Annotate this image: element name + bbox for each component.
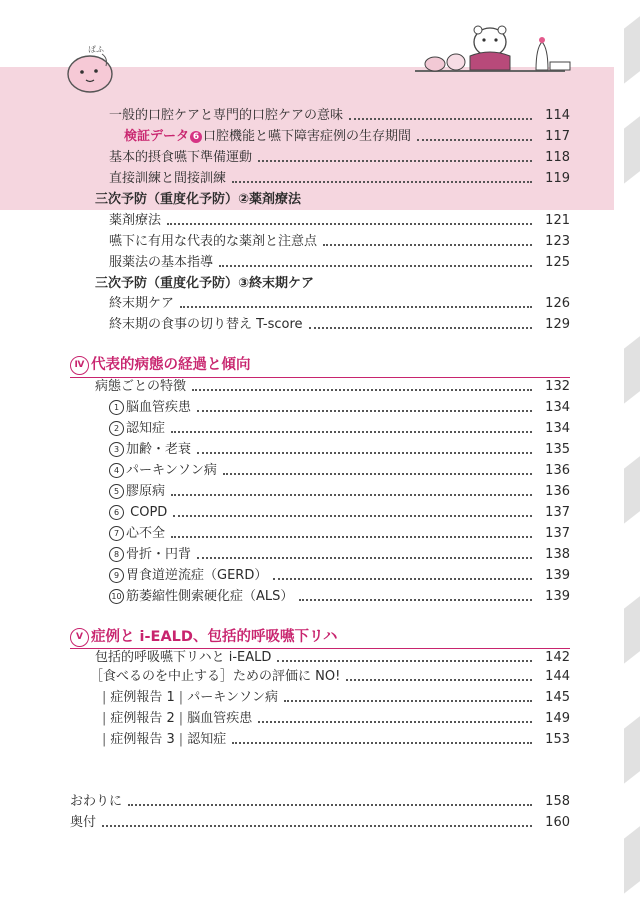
toc-page-number: 139 [545, 568, 570, 583]
toc-entry[interactable] [0, 566, 570, 586]
leader-dots [167, 222, 532, 225]
chapter-title-text: 代表的病態の経過と傾向 [91, 357, 251, 373]
leader-dots [102, 824, 532, 827]
toc-page-number: 134 [545, 421, 570, 436]
chapter-4-title[interactable] [70, 353, 251, 377]
toc-page-number: 117 [545, 129, 570, 144]
toc-page-number: 132 [545, 379, 570, 394]
case-report-label: 症例報告 2 [110, 711, 175, 726]
toc-page-number: 129 [545, 317, 570, 332]
leader-dots [258, 159, 532, 162]
toc-entry-verify[interactable] [0, 127, 570, 147]
toc-page-number: 137 [545, 526, 570, 541]
toc-page-number: 144 [545, 669, 570, 684]
leader-dots [171, 430, 532, 433]
toc-entry-label: 脳血管疾患 [126, 400, 192, 415]
chapter-roman-numeral: Ⅳ [70, 356, 89, 375]
toc-entry-label: 終末期ケア [109, 296, 175, 311]
toc-entry[interactable] [0, 232, 570, 252]
leader-dots [173, 514, 532, 517]
toc-entry[interactable] [0, 524, 570, 544]
toc-entry-label: 嚥下に有用な代表的な薬剤と注意点 [109, 234, 318, 249]
toc-page-number: 126 [545, 296, 570, 311]
toc-entry[interactable] [0, 253, 570, 273]
toc-entry-label: 認知症 [126, 421, 166, 436]
toc-entry-case[interactable]: | 症例報告 1 | パーキンソン病 145 [0, 688, 570, 708]
number-circle-icon: 7 [109, 526, 124, 541]
leader-dots [349, 117, 532, 120]
chapter-5-title[interactable] [70, 625, 338, 649]
toc-entry-label: 包括的呼吸嚥下リハと i-EALD [95, 650, 272, 665]
number-circle-icon: 8 [109, 547, 124, 562]
toc-page-number: 134 [545, 400, 570, 415]
toc-subsection-header[interactable] [0, 274, 570, 294]
toc-entry-label: 骨折・円背 [126, 547, 192, 562]
toc-page-number: 145 [545, 690, 570, 705]
leader-dots [258, 720, 532, 723]
toc-page-number: 137 [545, 505, 570, 520]
toc-page-number: 139 [545, 589, 570, 604]
leader-dots [232, 180, 532, 183]
toc-entry[interactable] [0, 148, 570, 168]
number-circle-icon: 9 [109, 568, 124, 583]
number-circle-icon: 3 [109, 442, 124, 457]
toc-entry[interactable] [0, 792, 570, 812]
toc-page-number: 149 [545, 711, 570, 726]
case-report-label: 症例報告 3 [110, 732, 175, 747]
toc-entry[interactable] [0, 503, 570, 523]
number-circle-icon: 1 [109, 400, 124, 415]
leader-dots [417, 138, 532, 141]
toc-entry-label: 認知症 [187, 732, 227, 747]
toc-entry[interactable] [0, 398, 570, 418]
chapter-title-text: 症例と i-EALD、包括的呼吸嚥下リハ [91, 629, 338, 645]
toc-entry-label: 服薬法の基本指導 [109, 255, 214, 270]
toc-entry[interactable] [0, 482, 570, 502]
leader-dots [171, 493, 532, 496]
leader-dots [197, 451, 532, 454]
toc-entry[interactable] [0, 106, 570, 126]
toc-entry[interactable] [0, 587, 570, 607]
leader-dots [171, 535, 532, 538]
toc-entry[interactable] [0, 377, 570, 397]
toc-page-number: 153 [545, 732, 570, 747]
case-report-label: 症例報告 1 [110, 690, 175, 705]
verify-data-label: 検証データ [124, 129, 190, 144]
toc-entry-label: 加齢・老衰 [126, 442, 192, 457]
toc-page-number: 160 [545, 815, 570, 830]
leader-dots [277, 659, 532, 662]
toc-entry-label: 胃食道逆流症（GERD） [126, 568, 268, 583]
toc-entry-label: パーキンソン病 [126, 463, 217, 478]
toc-page-number: 118 [545, 150, 570, 165]
toc-page-number: 121 [545, 213, 570, 228]
toc-entry-case[interactable]: | 症例報告 3 | 認知症 153 [0, 730, 570, 750]
toc-entry-label: 基本的摂食嚥下準備運動 [109, 150, 253, 165]
toc-entry[interactable] [0, 211, 570, 231]
toc-entry-label: 一般的口腔ケアと専門的口腔ケアの意味 [109, 108, 344, 123]
toc-entry[interactable] [0, 667, 570, 687]
toc-entry[interactable] [0, 315, 570, 335]
toc-entry-label: 奥付 [70, 815, 97, 830]
leader-dots [197, 556, 532, 559]
toc-page-number: 114 [545, 108, 570, 123]
toc-entry-label: COPD [126, 505, 168, 520]
leader-dots [192, 388, 532, 391]
toc-page-number: 142 [545, 650, 570, 665]
toc-entry-label: 口腔機能と嚥下障害症例の生存期間 [203, 129, 412, 144]
toc-page-number: 123 [545, 234, 570, 249]
toc-entry-label: 直接訓練と間接訓練 [109, 171, 227, 186]
toc-page-number: 158 [545, 794, 570, 809]
leader-dots [232, 741, 532, 744]
number-circle-icon: 2 [109, 421, 124, 436]
subsection-title: 三次予防（重度化予防）③終末期ケア [95, 276, 315, 291]
toc-entry-label: 膠原病 [126, 484, 166, 499]
toc-entry-label: おわりに [70, 794, 123, 809]
toc-page-number: 136 [545, 463, 570, 478]
toc-entry-label: パーキンソン病 [187, 690, 279, 705]
toc-entry[interactable] [0, 648, 570, 668]
toc-page-number: 138 [545, 547, 570, 562]
leader-dots [346, 678, 532, 681]
number-circle-icon: 10 [109, 589, 124, 604]
toc-page-number: 135 [545, 442, 570, 457]
bubble-text: ぱふ [88, 45, 104, 54]
toc-entry[interactable] [0, 545, 570, 565]
ghost-character-illustration [62, 40, 122, 96]
leader-dots [284, 699, 532, 702]
toc-page-number: 136 [545, 484, 570, 499]
leader-dots [128, 803, 532, 806]
toc-entry[interactable] [0, 813, 570, 833]
toc-entry-case[interactable]: | 症例報告 2 | 脳血管疾患 149 [0, 709, 570, 729]
leader-dots [197, 409, 532, 412]
leader-dots [323, 243, 532, 246]
toc-entry[interactable] [0, 419, 570, 439]
number-circle-icon: 4 [109, 463, 124, 478]
verify-number-badge: 6 [190, 131, 202, 143]
subsection-title: 三次予防（重度化予防）②薬剤療法 [95, 192, 302, 207]
toc-entry[interactable] [0, 440, 570, 460]
toc-entry[interactable] [0, 294, 570, 314]
toc-entry-label: 心不全 [126, 526, 166, 541]
toc-entry-label: ［食べるのを中止する］ための評価に NO! [90, 669, 341, 684]
leader-dots [299, 598, 532, 601]
toc-entry-label: 筋萎縮性側索硬化症（ALS） [126, 589, 294, 604]
leader-dots [273, 577, 532, 580]
toc-entry-label: 薬剤療法 [109, 213, 162, 228]
toc-page-number: 125 [545, 255, 570, 270]
toc-entry[interactable] [0, 461, 570, 481]
edge-stripes [614, 0, 640, 897]
number-circle-icon: 5 [109, 484, 124, 499]
toc-page-number: 119 [545, 171, 570, 186]
bear-characters-illustration [410, 20, 575, 82]
number-circle-icon: 6 [109, 505, 124, 520]
toc-entry-label: 終末期の食事の切り替え T-score [109, 317, 303, 332]
leader-dots [309, 326, 532, 329]
toc-subsection-header[interactable] [0, 190, 570, 210]
toc-entry-label: 病態ごとの特徴 [95, 379, 187, 394]
leader-dots [219, 264, 532, 267]
toc-entry-label: 脳血管疾患 [187, 711, 253, 726]
chapter-roman-numeral: Ⅴ [70, 628, 89, 647]
toc-entry[interactable] [0, 169, 570, 189]
leader-dots [180, 305, 532, 308]
leader-dots [223, 472, 532, 475]
